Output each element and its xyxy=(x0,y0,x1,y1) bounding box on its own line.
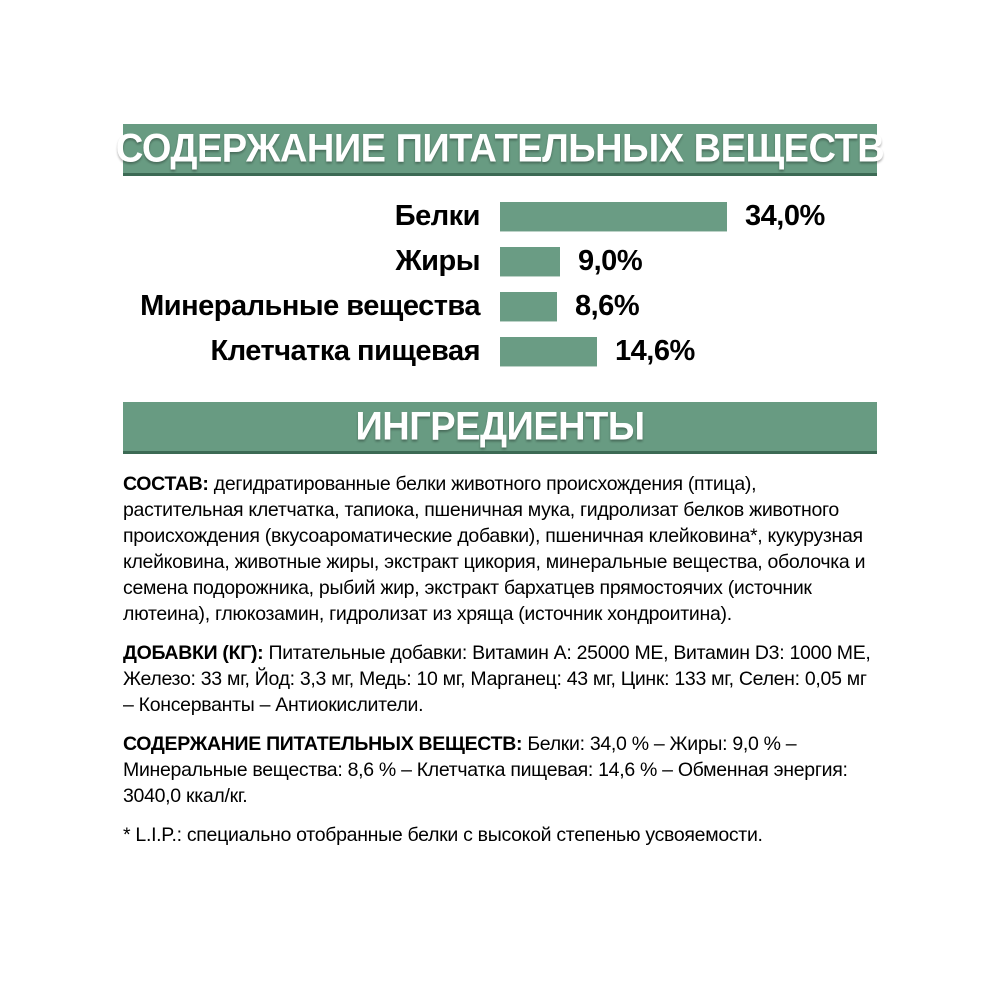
chart-bar xyxy=(500,292,557,322)
chart-value-label: 14,6% xyxy=(615,335,695,367)
chart-value-label: 8,6% xyxy=(575,290,640,322)
ingredients-header-title: ИНГРЕДИЕНТЫ xyxy=(355,404,645,449)
additives-label: ДОБАВКИ (КГ): xyxy=(123,642,264,664)
chart-row-proteins xyxy=(123,202,877,231)
chart-category-label: Минеральные вещества xyxy=(140,290,480,322)
composition-label: СОСТАВ: xyxy=(123,473,209,495)
ingredients-header-band xyxy=(123,402,877,454)
nutrition-summary-paragraph xyxy=(123,731,877,809)
nutrition-header-band xyxy=(115,124,885,176)
chart-value-label: 34,0% xyxy=(745,200,825,232)
nutrition-header-title: СОДЕРЖАНИЕ ПИТАТЕЛЬНЫХ ВЕЩЕСТВ xyxy=(115,126,885,171)
chart-row-fats xyxy=(123,247,877,276)
nutrition-summary-text: Белки: 34,0 % – Жиры: 9,0 % – Минеральные вещества: 8,6 % – Клетчатка пищевая: 14,6 % – Обменная энергия: 3040,0 ккал/кг. xyxy=(123,733,848,807)
ingredients-text-block xyxy=(123,471,877,848)
nutrition-chart xyxy=(123,202,877,366)
chart-category-label: Белки xyxy=(394,200,480,232)
composition-paragraph xyxy=(123,471,877,627)
chart-bar xyxy=(500,247,560,277)
additives-paragraph xyxy=(123,640,877,718)
chart-row-fiber xyxy=(123,337,877,366)
composition-text: дегидратированные белки животного происхождения (птица), растительная клетчатка, тапиока, пшеничная мука, гидролизат белков животного происхождения (вкусоароматические добавки), пшеничная клейковина*, кукурузная клейковина, животные жиры, экстракт цикория, минеральные вещества, оболочка и семена подорожника, рыбий жир, экстракт бархатцев прямостоячих (источник лютеина), глюкозамин, гидролизат из хряща (источник хондроитина). xyxy=(123,473,866,625)
chart-value-label: 9,0% xyxy=(578,245,643,277)
chart-bar xyxy=(500,337,597,367)
chart-category-label: Жиры xyxy=(395,245,480,277)
nutrition-summary-label: СОДЕРЖАНИЕ ПИТАТЕЛЬНЫХ ВЕЩЕСТВ: xyxy=(123,733,523,755)
content-area xyxy=(115,124,885,861)
additives-text: Питательные добавки: Витамин A: 25000 МЕ, Витамин D3: 1000 МЕ, Железо: 33 мг, Йод: 3,3 мг, Медь: 10 мг, Марганец: 43 мг, Цинк: 133 мг, Селен: 0,05 мг – Консерванты – Антиокислители. xyxy=(123,642,871,716)
lip-footnote: * L.I.P.: специально отобранные белки с высокой степенью усвояемости. xyxy=(123,824,763,846)
chart-category-label: Клетчатка пищевая xyxy=(210,335,480,367)
chart-bar xyxy=(500,202,727,232)
chart-row-minerals xyxy=(123,292,877,321)
